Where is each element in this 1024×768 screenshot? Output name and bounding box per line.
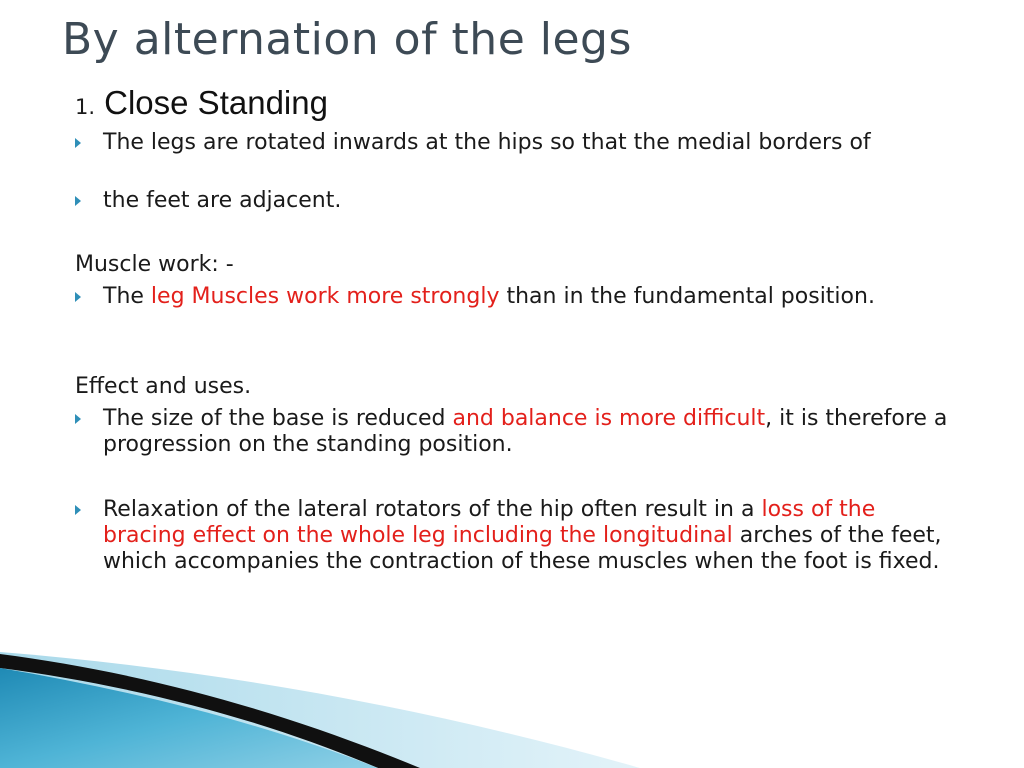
slide-title: By alternation of the legs [62,14,632,65]
swoosh-pale-band [0,652,640,768]
effect-label: Effect and uses. [75,374,252,399]
triangle-right-icon [75,138,81,148]
heading-number: 1. [75,95,96,119]
emphasis-text: leg Muscles work more strongly [150,284,500,309]
bullet-legs-rotated [75,130,975,156]
text-part: than in the fundamental position. [499,284,875,309]
bullet-muscle-work [75,284,975,310]
triangle-right-icon [75,414,81,424]
triangle-right-icon [75,196,81,206]
swoosh-blue-band [0,668,378,768]
bullet-base-reduced [75,406,975,458]
bullet-text [103,406,963,458]
triangle-right-icon [75,292,81,302]
triangle-right-icon [75,505,81,515]
bullet-relaxation [75,497,975,575]
text-part: The [103,284,151,309]
text-part: arches of the feet, which accompanies the contraction of these muscles when the foot is fixed. [103,523,942,574]
emphasis-text: loss of the bracing effect on the whole leg including the longitudinal [103,497,876,548]
text-part: , it is therefore a progression on the standing position. [103,406,948,457]
emphasis-text: and balance is more difficult [452,406,766,431]
bullet-text [103,284,943,310]
text-part: Relaxation of the lateral rotators of the hip often result in a [103,497,762,522]
bullet-text: the feet are adjacent. [103,188,342,213]
text-part: The size of the base is reduced [103,406,453,431]
heading-text: Close Standing [104,84,328,121]
muscle-work-label: Muscle work: - [75,252,234,277]
bullet-text [103,497,963,575]
bullet-text: The legs are rotated inwards at the hips so that the medial borders of [103,130,871,155]
numbered-heading [75,84,328,122]
swoosh-dark-stripe [0,654,420,768]
bullet-feet-adjacent [75,188,975,214]
